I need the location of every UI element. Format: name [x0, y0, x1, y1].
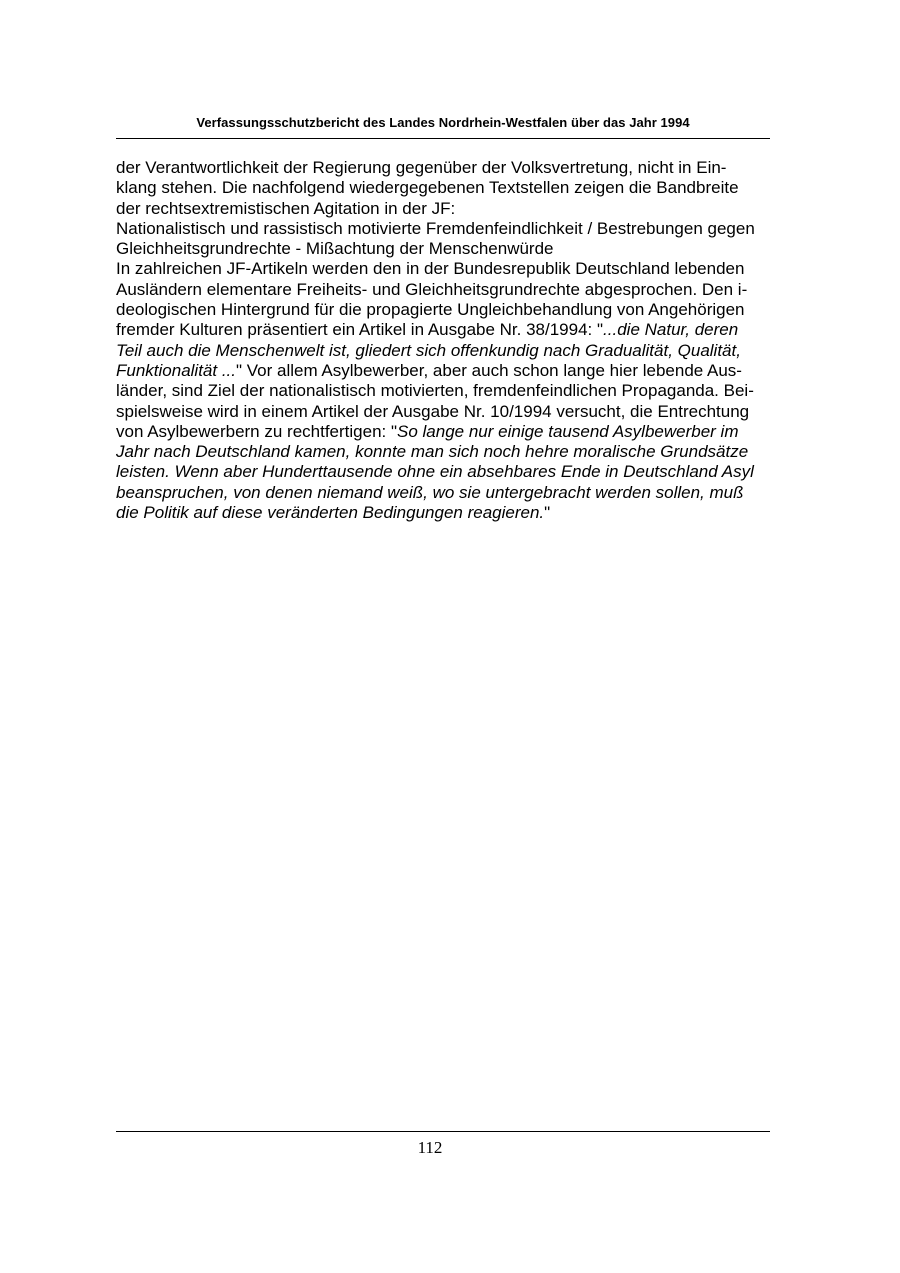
quote-run: Teil auch die Menschenwelt ist, gliedert sich offenkundig nach Gradualität, Qualität, [116, 340, 741, 360]
footer-rule [116, 1131, 770, 1132]
quote-run: beanspruchen, von denen niemand weiß, wo sie untergebracht werden sollen, muß [116, 482, 744, 502]
body-text [116, 158, 784, 523]
text-line: der Verantwortlichkeit der Regierung gegenüber der Volksvertretung, nicht in Ein- [116, 158, 727, 177]
text-run: fremder Kulturen präsentiert ein Artikel in Ausgabe Nr. 38/1994: " [116, 320, 604, 340]
text-line [116, 483, 784, 503]
text-line [116, 320, 784, 340]
text-line [116, 462, 784, 482]
quote-run: ...die Natur, deren [603, 320, 739, 340]
text-run: " [544, 503, 551, 523]
quote-run: die Politik auf diese veränderten Bedingungen reagieren. [116, 503, 545, 523]
page-number: 112 [417, 1138, 443, 1157]
text-line [116, 361, 784, 381]
section-heading-line: Nationalistisch und rassistisch motivierte Fremdenfeindlichkeit / Bestrebungen gegen [116, 218, 755, 238]
quote-run: So lange nur einige tausend Asylbewerber im [397, 421, 739, 441]
text-line: In zahlreichen JF-Artikeln werden den in der Bundesrepublik Deutschland lebenden [116, 259, 745, 279]
quote-run: Funktionalität ... [116, 360, 237, 380]
page-header-title: Verfassungsschutzbericht des Landes Nordrhein-Westfalen über das Jahr 1994 [196, 115, 690, 130]
text-line: deologischen Hintergrund für die propagierte Ungleichbehandlung von Angehörigen [116, 300, 745, 320]
text-line: spielsweise wird in einem Artikel der Ausgabe Nr. 10/1994 versucht, die Entrechtung [116, 401, 750, 421]
text-line [116, 341, 784, 361]
text-line: der rechtsextremistischen Agitation in der JF: [116, 198, 456, 218]
text-run: von Asylbewerbern zu rechtfertigen: " [116, 421, 398, 441]
header-rule [116, 138, 770, 139]
quote-run: leisten. Wenn aber Hunderttausende ohne ein absehbares Ende in Deutschland Asyl [116, 462, 754, 482]
text-line [116, 442, 784, 462]
section-heading-line: Gleichheitsgrundrechte - Mißachtung der Menschenwürde [116, 239, 554, 259]
text-line [116, 503, 784, 523]
text-line [116, 422, 784, 442]
text-line: länder, sind Ziel der nationalistisch motivierten, fremdenfeindlichen Propaganda. Bei- [116, 381, 754, 401]
text-line: klang stehen. Die nachfolgend wiedergegebenen Textstellen zeigen die Bandbreite [116, 178, 739, 198]
text-line: Ausländern elementare Freiheits- und Gleichheitsgrundrechte abgesprochen. Den i- [116, 279, 748, 299]
text-run: " Vor allem Asylbewerber, aber auch schon lange hier lebende Aus- [236, 360, 742, 380]
quote-run: Jahr nach Deutschland kamen, konnte man sich noch hehre moralische Grundsätze [116, 442, 749, 462]
